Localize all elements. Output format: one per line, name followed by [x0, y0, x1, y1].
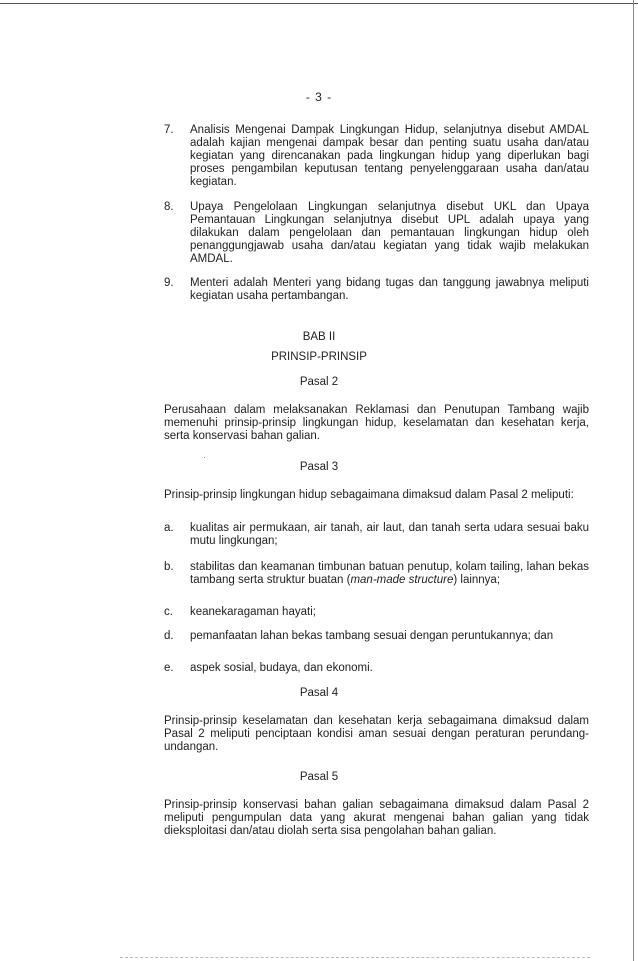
item-text: kualitas air permukaan, air tanah, air laut, dan tanah serta udara sesuai baku mutu lingkungan;	[190, 522, 589, 547]
definition-item	[164, 124, 589, 194]
item-letter: c.	[164, 606, 173, 618]
pasal-2-text: Perusahaan dalam melaksanakan Reklamasi dan Penutupan Tambang wajib memenuhi prinsip-prinsip lingkungan hidup, keselamatan dan kesehatan kerja, serta konservasi bahan galian.	[164, 404, 589, 442]
definition-number: 8.	[164, 201, 174, 213]
page-top-edge	[0, 3, 638, 4]
item-letter: a.	[164, 522, 174, 534]
definition-text: Upaya Pengelolaan Lingkungan selanjutnya disebut UKL dan Upaya Pemantauan Lingkungan selanjutnya disebut UPL adalah upaya yang dilakukan dalam pengelolaan dan pemantauan lingkungan hidup oleh penanggungjawab usaha dan/atau kegiatan yang tidak wajib melakukan AMDAL.	[190, 201, 589, 265]
item-text-italic: man-made structure	[350, 574, 454, 586]
definition-text: Analisis Mengenai Dampak Lingkungan Hidup, selanjutnya disebut AMDAL adalah kajian mengenai dampak besar dan penting suatu usaha dan/atau kegiatan yang direncanakan pada lingkungan hidup yang diperlukan bagi proses pengambilan keputusan tentang penyelenggaraan usaha dan/atau kegiatan.	[190, 124, 589, 188]
item-text-before: stabilitas dan keamanan timbunan batuan penutup, kolam tailing, lahan bekas tambang serta struktur buatan (	[190, 561, 589, 586]
pasal-4-heading: Pasal 4	[299, 687, 339, 699]
pasal-4-text: Prinsip-prinsip keselamatan dan kesehatan kerja sebagaimana dimaksud dalam Pasal 2 meliputi penciptaan kondisi aman sesuai dengan peraturan perundang-undangan.	[164, 715, 589, 753]
item-text	[190, 561, 589, 587]
item-text-after: ) lainnya;	[453, 574, 501, 586]
item-text: aspek sosial, budaya, dan ekonomi.	[190, 662, 373, 674]
item-letter: b.	[164, 561, 174, 573]
scan-speck: ·	[203, 452, 206, 462]
item-letter: d.	[164, 630, 174, 642]
page-right-edge	[633, 0, 634, 961]
item-text: pemanfaatan lahan bekas tambang sesuai dengan peruntukannya; dan	[190, 630, 554, 642]
page-bottom-edge	[120, 957, 590, 958]
definition-text: Menteri adalah Menteri yang bidang tugas dan tanggung jawabnya meliputi kegiatan usaha pertambangan.	[190, 277, 589, 302]
pasal-3-heading: Pasal 3	[299, 461, 339, 473]
chapter-number: BAB II	[302, 331, 336, 343]
pasal-5-heading: Pasal 5	[299, 771, 339, 783]
chapter-title: PRINSIP-PRINSIP	[271, 351, 367, 363]
pasal-3-intro: Prinsip-prinsip lingkungan hidup sebagaimana dimaksud dalam Pasal 2 meliputi:	[164, 489, 574, 501]
definition-number: 7.	[164, 124, 174, 136]
item-text: keanekaragaman hayati;	[190, 606, 316, 618]
item-letter: e.	[164, 662, 174, 674]
page-number: - 3 -	[305, 90, 333, 104]
definition-item	[164, 277, 589, 305]
pasal-2-heading: Pasal 2	[299, 376, 339, 388]
definition-item	[164, 201, 589, 271]
pasal-5-text: Prinsip-prinsip konservasi bahan galian sebagaimana dimaksud dalam Pasal 2 meliputi pengumpulan data yang akurat mengenai bahan galian yang tidak dieksploitasi dan/atau diolah serta sisa pengolahan bahan galian.	[164, 799, 589, 837]
definition-number: 9.	[164, 277, 174, 289]
